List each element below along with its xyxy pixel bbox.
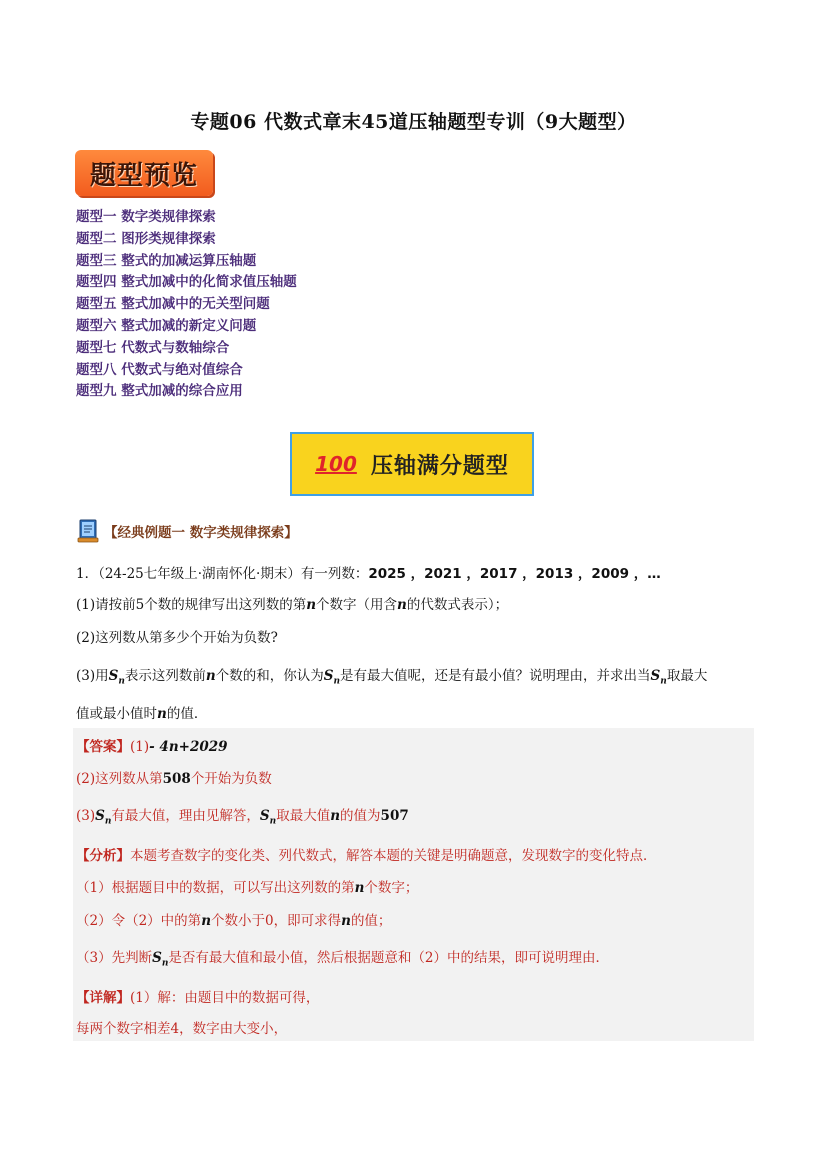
analysis-step-1: （1）根据题目中的数据，可以写出这列数的第n个数字； — [76, 880, 419, 896]
hundred-points-icon: 100 — [315, 452, 357, 476]
toc-item[interactable]: 题型六 整式加减的新定义问题 — [76, 317, 257, 334]
toc-item[interactable]: 题型七 代数式与数轴综合 — [76, 339, 230, 356]
answer-line-2: (2)这列数从第508个开始为负数 — [76, 771, 272, 787]
full-score-banner — [290, 432, 534, 496]
example-heading — [76, 518, 298, 544]
toc-list — [76, 207, 297, 403]
banner-text: 压轴满分题型 — [370, 453, 509, 479]
example-label: 【经典例题一 数字类规律探索】 — [104, 525, 298, 541]
answer-line-1: 【答案】(1)- 4n+2029 — [76, 739, 228, 755]
question-part-1: (1)请按前5个数的规律写出这列数的第n个数字（用含n的代数式表示）； — [76, 597, 509, 613]
number-sequence: 2025 ，2021 ，2017 ，2013 ，2009 ，… — [368, 566, 661, 582]
toc-item[interactable]: 题型二 图形类规律探索 — [76, 230, 216, 247]
question-part-3-cont: 值或最小值时n的值． — [76, 706, 208, 722]
answer-line-3: $(3)S_n$有最大值，理由见解答，$S_n$取最大值n的值为507 — [76, 808, 409, 827]
analysis-step-3: （3）先判断$S_n$是否有最大值和最小值，然后根据题意和（2）中的结果，即可说明理由． — [76, 950, 609, 969]
detail-line-2: 每两个数字相差4，数字由大变小， — [76, 1021, 288, 1037]
detail-line-1: 【详解】(1）解：由题目中的数据可得， — [76, 990, 320, 1006]
question-line-1: 1．（24-25七年级上·湖南怀化·期末）有一列数：2025 ，2021 ，2017 ，2013 ，2009 ，… — [76, 566, 661, 582]
question-part-3: (3)用$S_n$表示这列数前n个数的和，你认为$S_n$是有最大值呢，还是有最小值？说明理由，并求出当$S_n$取最大 — [76, 668, 708, 687]
analysis-line: 【分析】本题考查数字的变化类、列代数式，解答本题的关键是明确题意，发现数字的变化特点． — [76, 848, 657, 864]
toc-item[interactable]: 题型四 整式加减中的化简求值压轴题 — [76, 274, 297, 291]
toc-item[interactable]: 题型一 数字类规律探索 — [76, 209, 216, 225]
preview-badge — [75, 150, 213, 196]
page-title: 专题06 代数式章末45道压轴题型专训（9大题型） — [190, 111, 637, 133]
toc-item[interactable]: 题型五 整式加减中的无关型问题 — [76, 296, 270, 313]
toc-item[interactable]: 题型九 整式加减的综合应用 — [76, 383, 243, 400]
toc-item[interactable]: 题型八 代数式与绝对值综合 — [76, 361, 243, 378]
analysis-step-2: （2）令（2）中的第n个数小于0，即可求得n的值； — [76, 913, 392, 929]
preview-badge-label: 题型预览 — [89, 160, 198, 191]
book-icon — [76, 518, 100, 544]
question-part-2: (2)这列数从第多少个开始为负数? — [76, 630, 278, 646]
toc-item[interactable]: 题型三 整式的加减运算压轴题 — [76, 252, 257, 269]
